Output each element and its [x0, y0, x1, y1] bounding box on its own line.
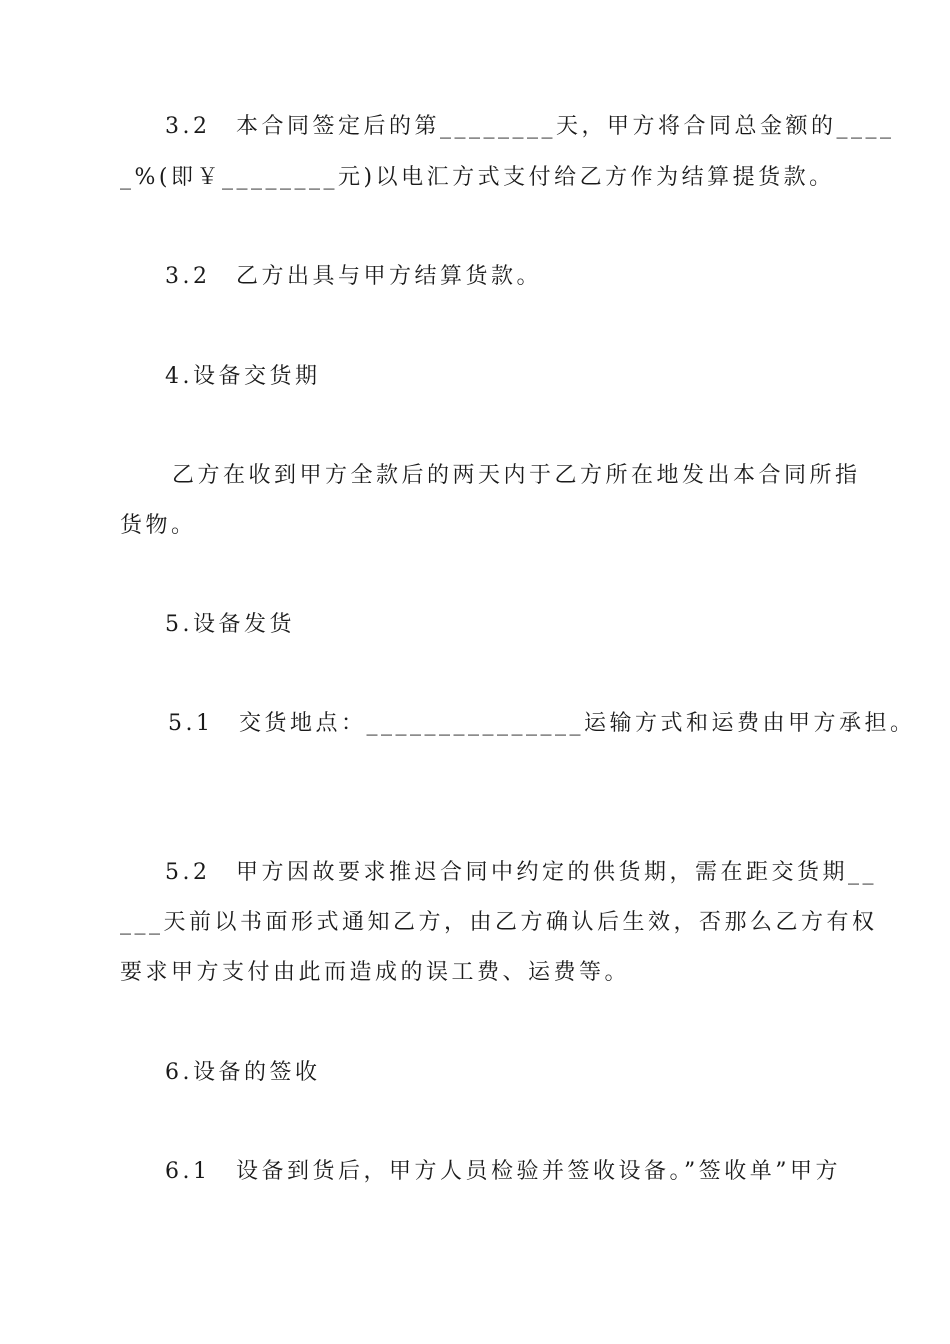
clause-3-2-settlement: 3.2 乙方出具与甲方结算货款。	[165, 264, 542, 289]
clause-3-2-payment-line-2: _%(即￥________元)以电汇方式支付给乙方作为结算提货款。	[120, 165, 835, 190]
clause-3-2-payment-line-1: 3.2 本合同签定后的第________天，甲方将合同总金额的____	[165, 114, 895, 139]
clause-5-2-line-1: 5.2 甲方因故要求推迟合同中约定的供货期，需在距交货期__	[165, 860, 877, 885]
clause-5-2-line-2: ___天前以书面形式通知乙方，由乙方确认后生效，否那么乙方有权	[120, 910, 878, 935]
section-4-body-line-1: 乙方在收到甲方全款后的两天内于乙方所在地发出本合同所指	[172, 463, 861, 488]
clause-6-1-line-1: 6.1 设备到货后，甲方人员检验并签收设备。”签收单”甲方	[165, 1159, 841, 1184]
section-4-body-line-2: 货物。	[120, 513, 197, 538]
section-heading-6: 6.设备的签收	[165, 1060, 321, 1085]
clause-5-2-line-3: 要求甲方支付由此而造成的误工费、运费等。	[120, 960, 631, 985]
clause-5-1-delivery: 5.1 交货地点：_______________运输方式和运费由甲方承担。	[168, 711, 916, 736]
section-heading-4: 4.设备交货期	[165, 364, 321, 389]
section-heading-5: 5.设备发货	[165, 612, 295, 637]
